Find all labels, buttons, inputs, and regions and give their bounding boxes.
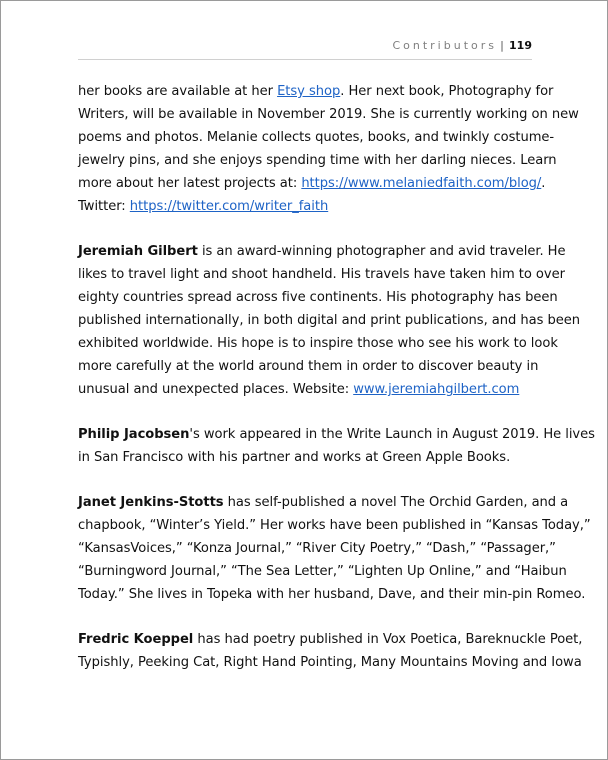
page-number: 119 (509, 39, 532, 52)
bio-paragraph-janet-jenkins-stotts (78, 491, 591, 606)
text-line: likes to travel light and shoot handheld. His travels have taken him to over (78, 267, 565, 282)
text-line (78, 378, 538, 401)
text-line: Writers, will be available in November 2019. She is currently working on new (78, 107, 579, 122)
contributor-name: Jeremiah Gilbert (78, 244, 198, 259)
text-run: Twitter: (78, 199, 130, 214)
text-line (78, 628, 583, 651)
text-line: exhibited worldwide. His hope is to inspire those who see his work to look (78, 336, 558, 351)
text-line (78, 195, 538, 218)
etsy-shop-link[interactable]: Etsy shop (277, 84, 341, 99)
running-header (392, 39, 532, 52)
text-line (78, 423, 595, 446)
text-run: is an award-winning photographer and avid traveler. He (197, 244, 566, 259)
text-run: her books are available at her (78, 84, 278, 99)
bio-paragraph-melanie (78, 80, 579, 218)
text-line: more carefully at the world around them in order to discover beauty in (78, 359, 539, 374)
text-line (78, 491, 569, 514)
bio-paragraph-philip-jacobsen (78, 423, 595, 469)
text-line (78, 240, 566, 263)
text-line (78, 172, 546, 195)
contributor-name: Philip Jacobsen (78, 427, 190, 442)
text-line (78, 80, 554, 103)
text-run: . (541, 176, 546, 191)
header-section-title: Contributors (392, 39, 497, 52)
page-body (78, 80, 595, 696)
header-separator: | (500, 39, 505, 52)
twitter-link[interactable]: https://twitter.com/writer_faith (129, 199, 329, 214)
text-line: in San Francisco with his partner and works at Green Apple Books. (78, 450, 511, 465)
text-line: published internationally, in both digital and print publications, and has been (78, 313, 581, 328)
text-line: Today.” She lives in Topeka with her husband, Dave, and their min-pin Romeo. (78, 587, 586, 602)
text-run: has self-published a novel The Orchid Garden, and a (223, 495, 569, 510)
text-line: chapbook, “Winter’s Yield.” Her works have been published in “Kansas Today,” (78, 518, 591, 533)
text-run: 's work appeared in the Write Launch in August 2019. He lives (189, 427, 595, 442)
text-line: “Burningword Journal,” “The Sea Letter,” “Lighten Up Online,” and “Haibun (78, 564, 567, 579)
text-line: eighty countries spread across five continents. His photography has been (78, 290, 558, 305)
header-rule (78, 59, 532, 60)
text-line: poems and photos. Melanie collects quotes, books, and twinkly costume- (78, 130, 555, 145)
contributor-name: Janet Jenkins-Stotts (78, 495, 224, 510)
text-run: unusual and unexpected places. Website: (78, 382, 354, 397)
text-line: jewelry pins, and she enjoys spending time with her darling nieces. Learn (78, 153, 557, 168)
text-line: “KansasVoices,” “Konza Journal,” “River City Poetry,” “Dash,” “Passager,” (78, 541, 556, 556)
website-link[interactable]: www.jeremiahgilbert.com (353, 382, 520, 397)
blog-link[interactable]: https://www.melaniedfaith.com/blog/ (301, 176, 542, 191)
contributor-name: Fredric Koeppel (78, 632, 194, 647)
text-run: . Her next book, Photography for (340, 84, 554, 99)
text-run: more about her latest projects at: (78, 176, 302, 191)
text-line: Typishly, Peeking Cat, Right Hand Pointing, Many Mountains Moving and Iowa (78, 655, 582, 670)
bio-paragraph-jeremiah-gilbert (78, 240, 581, 401)
bio-paragraph-fredric-koeppel (78, 628, 583, 674)
text-run: has had poetry published in Vox Poetica, Bareknuckle Poet, (193, 632, 583, 647)
